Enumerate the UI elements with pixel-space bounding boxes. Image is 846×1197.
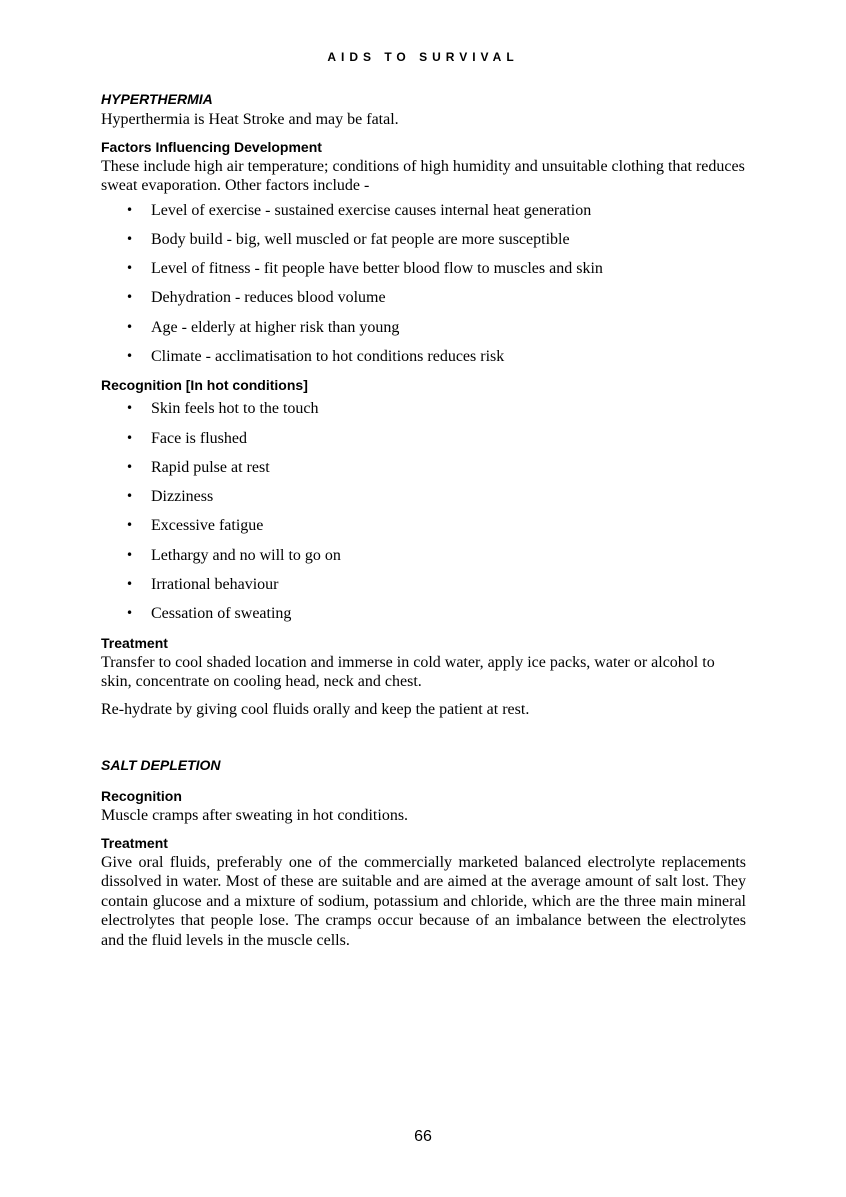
list-item: • Dizziness bbox=[126, 488, 214, 506]
list-item: • Dehydration - reduces blood volume bbox=[126, 289, 386, 307]
list-item: • Irrational behaviour bbox=[126, 576, 279, 594]
factors-text: These include high air temperature; conditions of high humidity and unsuitable clothing that reduces sweat evaporation. Other factors include - bbox=[101, 157, 745, 194]
section-title-salt-depletion: SALT DEPLETION bbox=[101, 757, 221, 774]
bullet-icon: • bbox=[126, 261, 134, 276]
bullet-icon: • bbox=[126, 459, 134, 474]
bullet-icon: • bbox=[126, 231, 134, 246]
factors-heading: Factors Influencing Development bbox=[101, 138, 322, 155]
list-item: • Age - elderly at higher risk than young bbox=[126, 318, 400, 336]
bullet-icon: • bbox=[126, 430, 134, 445]
bullet-icon: • bbox=[126, 547, 134, 562]
list-item: • Skin feels hot to the touch bbox=[126, 400, 319, 418]
bullet-icon: • bbox=[126, 606, 134, 621]
bullet-icon: • bbox=[126, 577, 134, 592]
salt-treatment-text: Give oral fluids, preferably one of the commercially marketed balanced electrolyte replacements dissolved in water. Most of these are suitable and are aimed at the average amount of salt lost. They contain glucose and a mixture of sodium, potassium and chloride, which are the three main mineral electrolytes that people lose. The cramps occur because of an imbalance between the electrolytes and the fluid levels in the muscle cells. bbox=[101, 853, 746, 950]
bullet-icon: • bbox=[126, 489, 134, 504]
treatment-text: Transfer to cool shaded location and immerse in cold water, apply ice packs, water or alcohol to skin, concentrate on cooling head, neck and chest. bbox=[101, 653, 715, 691]
list-item: • Cessation of sweating bbox=[126, 605, 292, 623]
list-item: • Rapid pulse at rest bbox=[126, 458, 270, 476]
list-item: • Level of fitness - fit people have better blood flow to muscles and skin bbox=[126, 260, 603, 278]
recognition-heading: Recognition [In hot conditions] bbox=[101, 377, 308, 394]
salt-recognition-heading: Recognition bbox=[101, 788, 182, 805]
page-content bbox=[101, 90, 746, 951]
hyperthermia-intro: Hyperthermia is Heat Stroke and may be fatal. bbox=[101, 111, 399, 128]
bullet-icon: • bbox=[126, 401, 134, 416]
list-item: • Excessive fatigue bbox=[126, 517, 264, 535]
list-item: • Lethargy and no will to go on bbox=[126, 546, 341, 564]
bullet-icon: • bbox=[126, 290, 134, 305]
section-hyperthermia bbox=[101, 90, 746, 719]
salt-recognition-text: Muscle cramps after sweating in hot conditions. bbox=[101, 807, 409, 825]
bullet-icon: • bbox=[126, 202, 134, 217]
bullet-icon: • bbox=[126, 348, 134, 363]
salt-treatment-heading: Treatment bbox=[101, 834, 168, 851]
bullet-icon: • bbox=[126, 319, 134, 334]
factors-list bbox=[101, 201, 746, 366]
section-salt-depletion bbox=[101, 756, 746, 950]
recognition-list bbox=[101, 399, 746, 623]
running-header: AIDS TO SURVIVAL bbox=[327, 50, 519, 64]
rehydrate-text: Re-hydrate by giving cool fluids orally and keep the patient at rest. bbox=[101, 700, 530, 718]
section-title-hyperthermia: HYPERTHERMIA bbox=[101, 91, 213, 107]
list-item: • Body build - big, well muscled or fat people are more susceptible bbox=[126, 230, 570, 248]
list-item: • Level of exercise - sustained exercise causes internal heat generation bbox=[126, 201, 592, 219]
bullet-icon: • bbox=[126, 518, 134, 533]
list-item: • Face is flushed bbox=[126, 429, 247, 447]
page-number: 66 bbox=[414, 1128, 432, 1145]
list-item: • Climate - acclimatisation to hot conditions reduces risk bbox=[126, 347, 505, 365]
treatment-heading: Treatment bbox=[101, 634, 168, 651]
